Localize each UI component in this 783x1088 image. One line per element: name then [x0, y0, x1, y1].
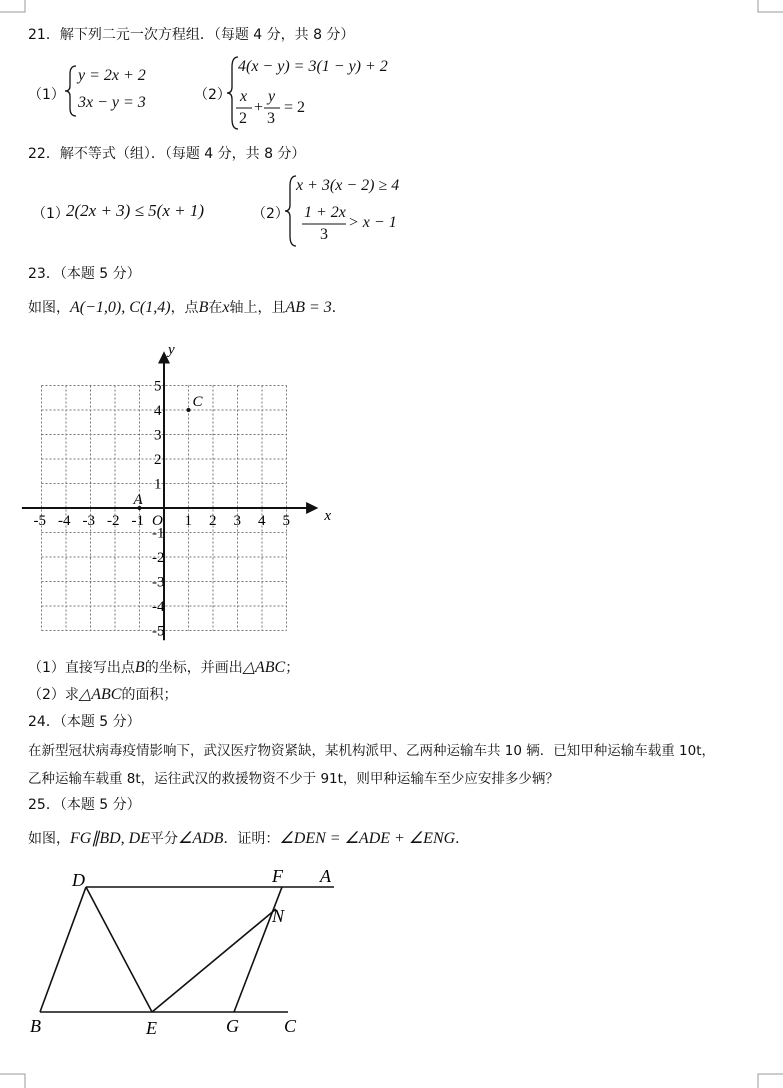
- y-tick-label: -2: [152, 550, 165, 566]
- coordinate-grid: [20, 338, 330, 648]
- q22-part1-label: （1）: [32, 206, 69, 222]
- x-tick-label: -1: [131, 513, 144, 529]
- segment-DB: [40, 887, 86, 1012]
- q23-stem: 如图，A(−1,0), C(1,4)，点B在x轴上，且AB = 3．: [28, 299, 346, 316]
- segment-EN: [152, 909, 276, 1012]
- label-F: F: [272, 866, 283, 886]
- x-tick-label: -3: [82, 513, 95, 529]
- corner-mark-top-right: [753, 0, 783, 20]
- q24-line2: 乙种运输车载重 8t，运往武汉的救援物资不少于 91t，则甲种运输车至少应安排多少辆？: [28, 771, 559, 787]
- y-tick-label: -4: [152, 599, 165, 615]
- q22-part2-frac-den: 3: [320, 226, 328, 243]
- y-tick-label: 3: [154, 427, 162, 444]
- q25-stem: 如图，FG∥BD, DE平分∠ADB．证明：∠DEN = ∠ADE + ∠ENG．: [28, 830, 470, 847]
- q22-part2-rhs: > x − 1: [348, 214, 397, 231]
- x-tick-label: 1: [184, 513, 192, 529]
- q21-part2-frac-b-bar: [264, 107, 280, 109]
- q21-heading: 21．解下列二元一次方程组．（每题 4 分，共 8 分）: [28, 27, 355, 43]
- q23-sub1: （1）直接写出点B的坐标，并画出△ABC；: [28, 659, 300, 676]
- y-tick-label: -5: [152, 623, 165, 640]
- segment-DE: [86, 887, 152, 1012]
- x-tick-label: 2: [209, 513, 217, 529]
- label-N: N: [272, 906, 285, 926]
- q22-part2-label: （2）: [252, 206, 289, 222]
- q21-part2-label: （2）: [194, 87, 231, 103]
- corner-mark-bottom-left: [0, 1066, 30, 1088]
- q22-part2-frac-bar: [302, 223, 346, 225]
- q21-part1-brace: [64, 64, 78, 118]
- x-tick-label: -4: [58, 513, 71, 529]
- q21-part2-plus: +: [254, 99, 264, 116]
- q22-part1-ineq: 2(2x + 3) ≤ 5(x + 1): [66, 201, 205, 220]
- q24-line1: 在新型冠状病毒疫情影响下，武汉医疗物资紧缺，某机构派甲、乙两种运输车共 10 辆．已知甲种运输车载重 10t，: [28, 743, 716, 759]
- corner-mark-bottom-right: [753, 1066, 783, 1088]
- point-label-A: A: [133, 492, 143, 508]
- label-G: G: [226, 1016, 239, 1036]
- x-axis-arrow: [306, 502, 318, 514]
- q21-part1-eq2: 3x − y = 3: [78, 94, 146, 111]
- label-B: B: [30, 1016, 41, 1036]
- label-E: E: [146, 1018, 157, 1038]
- geometry-figure: [20, 862, 350, 1042]
- q21-part1-eq1: y = 2x + 2: [78, 67, 146, 84]
- y-tick-label: 1: [154, 476, 162, 493]
- q21-part2-frac-a-num: x: [240, 88, 248, 105]
- y-tick-label: 2: [154, 452, 162, 468]
- origin-label: O: [152, 513, 163, 529]
- y-tick-label: 4: [154, 403, 162, 419]
- x-tick-label: -2: [107, 513, 120, 529]
- point-C: [187, 408, 191, 412]
- label-A: A: [320, 866, 331, 886]
- corner-mark-top-left: [0, 0, 30, 20]
- x-tick-label: 4: [258, 513, 266, 529]
- x-tick-label: 3: [233, 513, 241, 529]
- q22-heading: 22．解不等式（组）．（每题 4 分，共 8 分）: [28, 146, 306, 162]
- point-label-C: C: [192, 394, 203, 410]
- q21-part1-label: （1）: [28, 87, 65, 103]
- x-tick-label: 5: [282, 513, 290, 529]
- q21-part2-eq1: 4(x − y) = 3(1 − y) + 2: [238, 58, 388, 75]
- q25-heading: 25．（本题 5 分）: [28, 797, 141, 813]
- q24-heading: 24．（本题 5 分）: [28, 714, 141, 730]
- y-tick-label: 5: [154, 378, 162, 395]
- q21-part2-frac-b-den: 3: [267, 110, 275, 127]
- x-axis-label: x: [324, 508, 332, 524]
- y-tick-label: -3: [152, 574, 165, 591]
- q21-part2-rhs: = 2: [284, 99, 306, 116]
- q23-sub2: （2）求△ABC的面积；: [28, 686, 178, 703]
- y-axis-label: y: [168, 342, 175, 359]
- q21-part2-frac-a-bar: [236, 107, 252, 109]
- q21-part2-frac-a-den: 2: [239, 110, 247, 127]
- label-C: C: [284, 1016, 297, 1036]
- q22-part2-ineq1: x + 3(x − 2) ≥ 4: [296, 177, 400, 194]
- q23-heading: 23．（本题 5 分）: [28, 266, 141, 282]
- q21-part2-frac-b-num: y: [268, 88, 276, 105]
- y-tick-label: -1: [152, 525, 165, 542]
- label-D: D: [72, 870, 85, 890]
- x-tick-label: -5: [33, 513, 46, 529]
- q22-part2-frac-num: 1 + 2x: [304, 204, 346, 221]
